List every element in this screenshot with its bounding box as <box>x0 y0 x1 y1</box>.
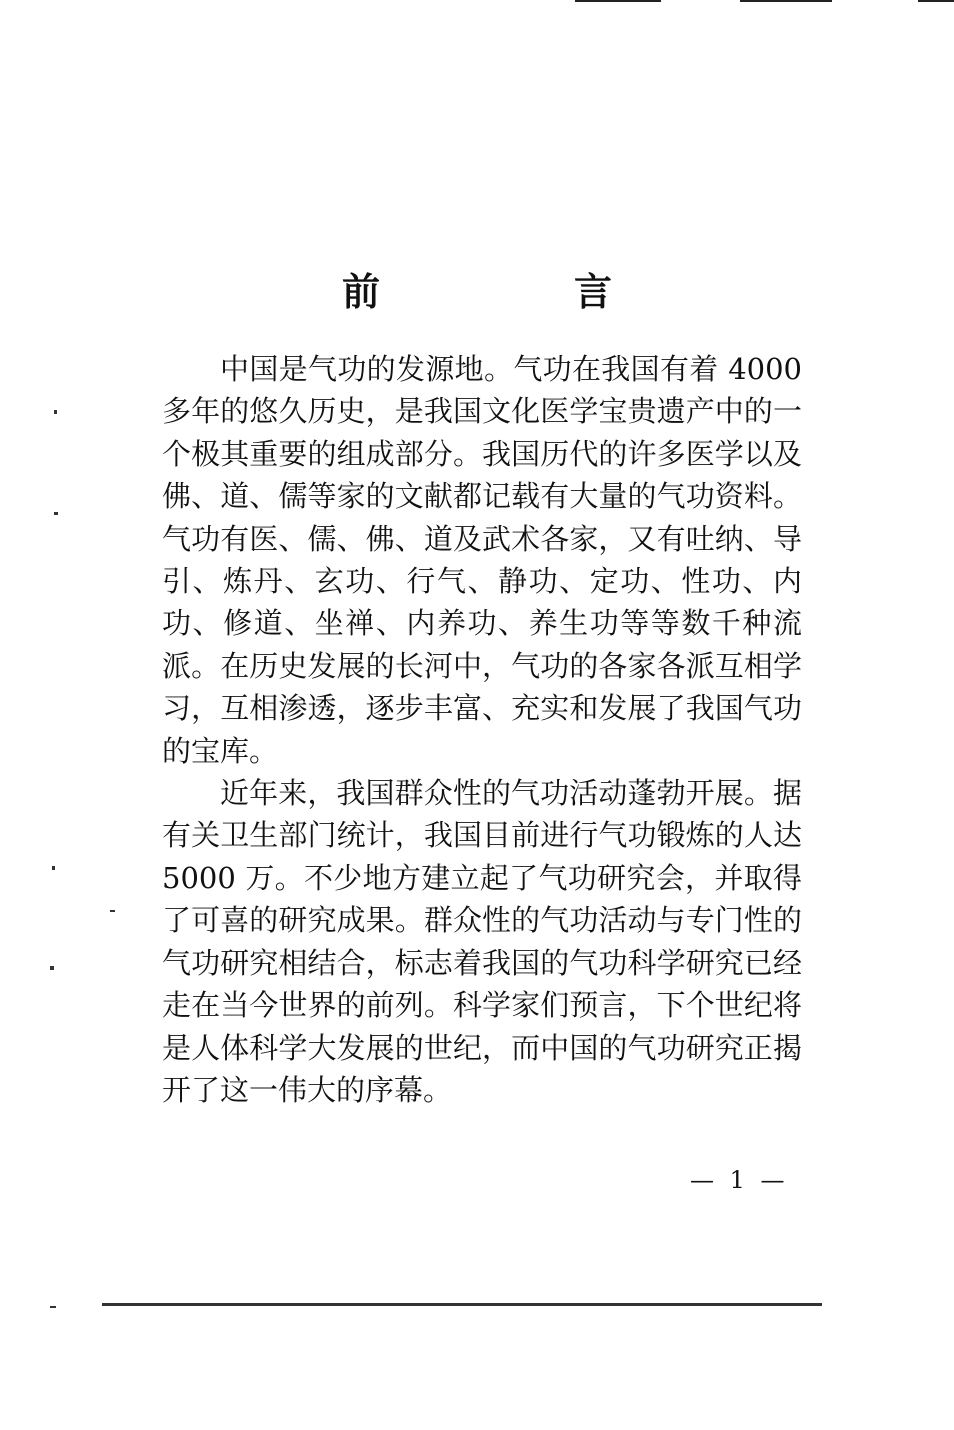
margin-speck <box>52 866 55 870</box>
margin-speck <box>50 1306 56 1308</box>
margin-speck <box>50 966 54 970</box>
bottom-scan-line <box>102 1303 822 1306</box>
margin-speck <box>110 910 115 912</box>
top-scan-line-left <box>575 0 661 2</box>
top-scan-line-right <box>740 0 832 2</box>
margin-speck <box>54 512 58 515</box>
body-text <box>162 348 802 1111</box>
margin-speck <box>54 410 57 414</box>
paragraph-2: 近年来，我国群众性的气功活动蓬勃开展。据有关卫生部门统计，我国目前进行气功锻炼的人达 5000 万。不少地方建立起了气功研究会，并取得了可喜的研究成果。群众性的气功活动与专门性的气功研究相结合，标志着我国的气功科学研究已经走在当今世界的前列。科学家们预言，下个世纪将是人体科学大发展的世纪，而中国的气功研究正揭开了这一伟大的序幕。 <box>162 776 802 1107</box>
page-number: — 1 — <box>690 1166 789 1194</box>
top-scan-line-corner <box>918 0 954 2</box>
paragraph-1: 中国是气功的发源地。气功在我国有着 4000 多年的悠久历史，是我国文化医学宝贵遗产中的一个极其重要的组成部分。我国历代的许多医学以及佛、道、儒等家的文献都记载有大量的气功资料。气功有医、儒、佛、道及武术各家，又有吐纳、导引、炼丹、玄功、行气、静功、定功、性功、内功、修道、坐禅、内养功、养生功等等数千种流派。在历史发展的长河中，气功的各家各派互相学习，互相渗透，逐步丰富、充实和发展了我国气功的宝库。 <box>162 352 802 768</box>
page-title: 前 言 <box>341 269 690 314</box>
